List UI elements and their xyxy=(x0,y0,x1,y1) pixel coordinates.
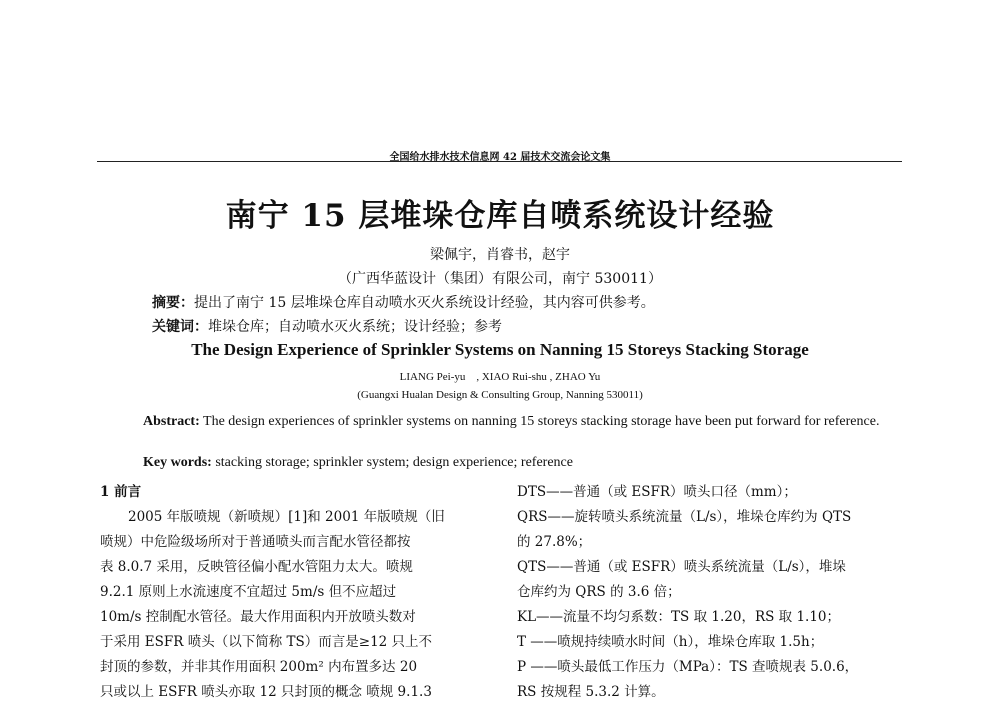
left-column xyxy=(100,480,485,705)
abstract-en-text: The design experiences of sprinkler systems on nanning 15 storeys stacking storage have been put forward for reference. xyxy=(203,414,880,429)
running-header: 全国给水排水技术信息网 42 届技术交流会论文集 xyxy=(389,152,611,163)
body-line: 10m/s 控制配水管径。最大作用面积内开放喷头数对 xyxy=(100,609,416,625)
body-line: 2005 年版喷规（新喷规）[1]和 2001 年版喷规（旧 xyxy=(128,509,445,525)
body-line: 表 8.0.7 采用，反映管径偏小配水管阻力太大。喷规 xyxy=(100,559,413,575)
keywords-cn-text: 堆垛仓库；自动喷水灭火系统；设计经验；参考 xyxy=(208,319,502,335)
paper-title-en: The Design Experience of Sprinkler Systems on Nanning 15 Storeys Stacking Storage xyxy=(191,340,809,359)
authors-cn: 梁佩宇，肖睿书，赵宇 xyxy=(430,247,570,263)
paper-title: 南宁 15 层堆垛仓库自喷系统设计经验 xyxy=(225,198,775,234)
definition-line: 仓库约为 QRS 的 3.6 倍； xyxy=(517,584,681,600)
body-line: 只或以上 ESFR 喷头亦取 12 只封顶的概念 喷规 9.1.3 xyxy=(100,684,432,700)
abstract-cn-label: 摘要： xyxy=(152,295,194,311)
affiliation-cn: （广西华蓝设计（集团）有限公司，南宁 530011） xyxy=(338,271,662,287)
affiliation-en: (Guangxi Hualan Design & Consulting Group, Nanning 530011) xyxy=(357,389,643,401)
abstract-cn xyxy=(152,292,655,312)
body-line: 9.2.1 原则上水流速度不宜超过 5m/s 但不应超过 xyxy=(100,584,397,600)
right-column xyxy=(517,480,902,705)
definition-line: RS 按规程 5.3.2 计算。 xyxy=(517,684,665,700)
abstract-cn-text: 提出了南宁 15 层堆垛仓库自动喷水灭火系统设计经验，其内容可供参考。 xyxy=(194,295,655,311)
definition-line: DTS——普通（或 ESFR）喷头口径（mm）； xyxy=(517,484,797,500)
definition-line: KL——流量不均匀系数：TS 取 1.20，RS 取 1.10； xyxy=(517,609,840,625)
definition-line: T ——喷规持续喷水时间（h），堆垛仓库取 1.5h； xyxy=(517,634,824,650)
definition-line: QRS——旋转喷头系统流量（L/s），堆垛仓库约为 QTS xyxy=(517,509,852,525)
definition-line: 的 27.8%； xyxy=(517,534,592,550)
abstract-en-label: Abstract: xyxy=(143,414,200,429)
definition-line: P ——喷头最低工作压力（MPa）：TS 查喷规表 5.0.6， xyxy=(517,659,859,675)
body-line: 喷规）中危险级场所对于普通喷头而言配水管径都按 xyxy=(100,534,411,550)
header-rule xyxy=(97,161,902,162)
abstract-en xyxy=(100,411,902,433)
keywords-en-text: stacking storage; sprinkler system; design experience; reference xyxy=(215,455,573,470)
keywords-en-label: Key words: xyxy=(143,455,212,470)
body-line: 于采用 ESFR 喷头（以下简称 TS）而言是≥12 只上不 xyxy=(100,634,433,650)
body-line: 封顶的参数，并非其作用面积 200m² 内布置多达 20 xyxy=(100,659,418,675)
keywords-cn xyxy=(152,316,502,336)
keywords-cn-label: 关键词： xyxy=(152,319,208,335)
authors-en: LIANG Pei-yu , XIAO Rui-shu , ZHAO Yu xyxy=(399,371,601,383)
section-heading: 1 前言 xyxy=(100,484,142,500)
keywords-en xyxy=(143,455,573,471)
definition-line: QTS——普通（或 ESFR）喷头系统流量（L/s），堆垛 xyxy=(517,559,846,575)
